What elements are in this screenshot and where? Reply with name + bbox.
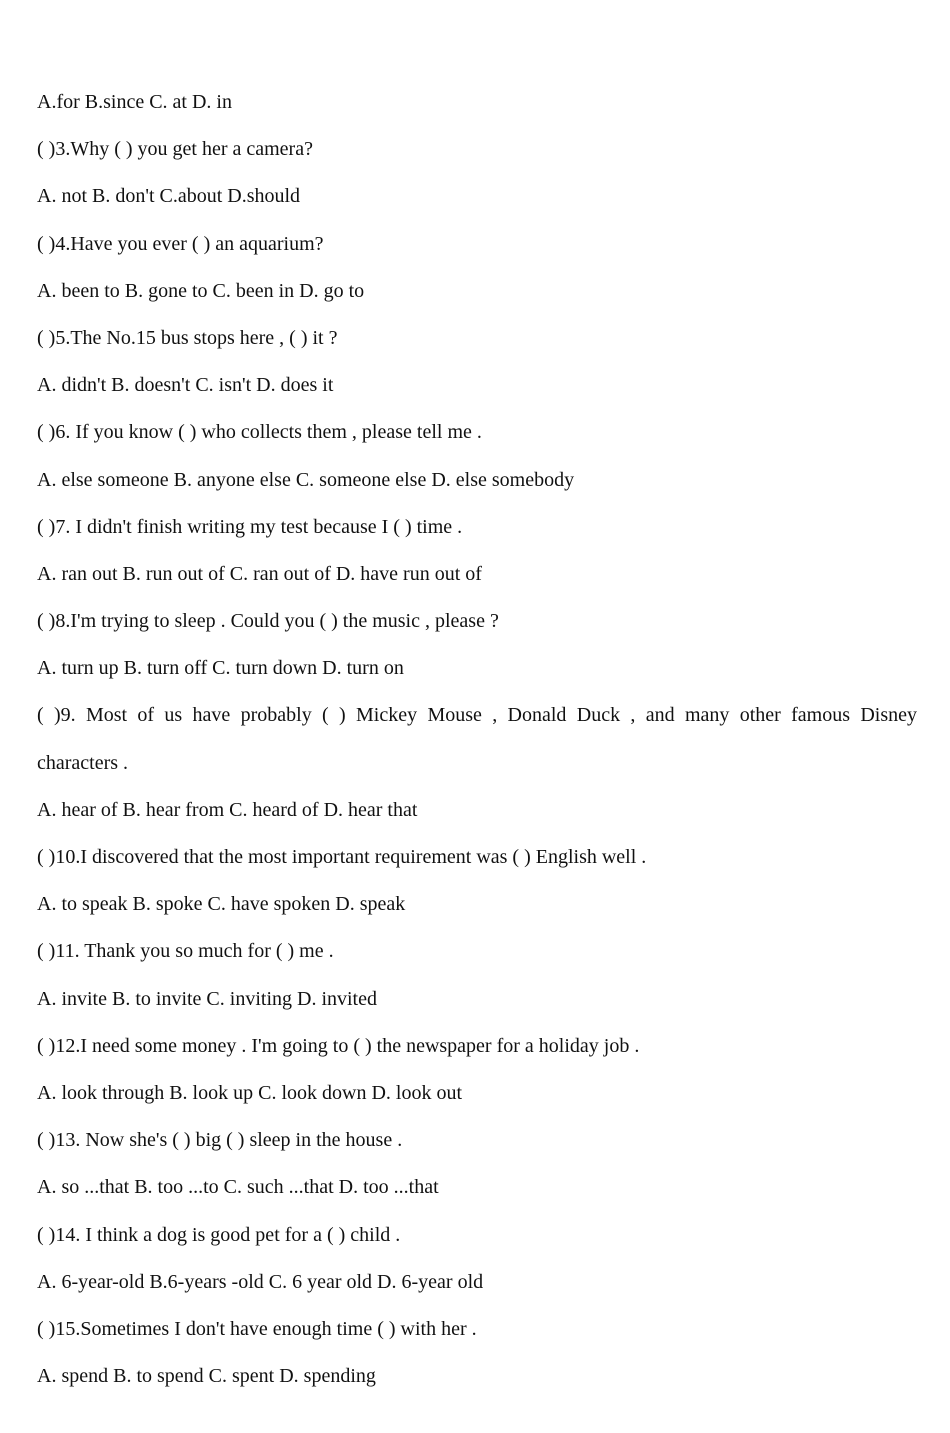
answer-options-q15: A. spend B. to spend C. spent D. spending: [37, 1365, 376, 1388]
question-12: ( )12.I need some money . I'm going to ( ) the newspaper for a holiday job .: [37, 1034, 640, 1057]
answer-options-q14: A. 6-year-old B.6-years -old C. 6 year old D. 6-year old: [37, 1270, 484, 1293]
question-8: ( )8.I'm trying to sleep . Could you ( ) the music , please ?: [37, 610, 499, 633]
question-4: ( )4.Have you ever ( ) an aquarium?: [37, 232, 324, 255]
question-5: ( )5.The No.15 bus stops here , ( ) it ?: [37, 326, 338, 349]
question-9-continued: characters .: [37, 751, 129, 774]
answer-options-q12: A. look through B. look up C. look down D. look out: [37, 1081, 463, 1104]
answer-options-q8: A. turn up B. turn off C. turn down D. turn on: [37, 657, 404, 680]
answer-options-q6: A. else someone B. anyone else C. someone else D. else somebody: [37, 468, 575, 491]
answer-options-q2: A.for B.since C. at D. in: [37, 91, 232, 113]
answer-options-q7: A. ran out B. run out of C. ran out of D. have run out of: [37, 562, 482, 585]
question-9: ( )9. Most of us have probably ( ) Mickey Mouse , Donald Duck , and many other famous Disney: [37, 704, 917, 727]
answer-options-q10: A. to speak B. spoke C. have spoken D. speak: [37, 893, 406, 916]
question-11: ( )11. Thank you so much for ( ) me .: [37, 940, 334, 963]
question-7: ( )7. I didn't finish writing my test because I ( ) time .: [37, 515, 463, 538]
question-15: ( )15.Sometimes I don't have enough time ( ) with her .: [37, 1317, 477, 1340]
question-13: ( )13. Now she's ( ) big ( ) sleep in the house .: [37, 1129, 403, 1152]
answer-options-q4: A. been to B. gone to C. been in D. go to: [37, 279, 365, 302]
question-14: ( )14. I think a dog is good pet for a ( ) child .: [37, 1223, 401, 1246]
answer-options-q13: A. so ...that B. too ...to C. such ...that D. too ...that: [37, 1176, 439, 1199]
worksheet-page: [37, 79, 917, 1400]
answer-options-q9: A. hear of B. hear from C. heard of D. hear that: [37, 798, 418, 821]
question-6: ( )6. If you know ( ) who collects them , please tell me .: [37, 421, 482, 444]
answer-options-q11: A. invite B. to invite C. inviting D. invited: [37, 987, 377, 1010]
question-3: ( )3.Why ( ) you get her a camera?: [37, 138, 313, 161]
answer-options-q3: A. not B. don't C.about D.should: [37, 185, 301, 208]
question-10: ( )10.I discovered that the most important requirement was ( ) English well .: [37, 846, 647, 868]
answer-options-q5: A. didn't B. doesn't C. isn't D. does it: [37, 374, 334, 397]
